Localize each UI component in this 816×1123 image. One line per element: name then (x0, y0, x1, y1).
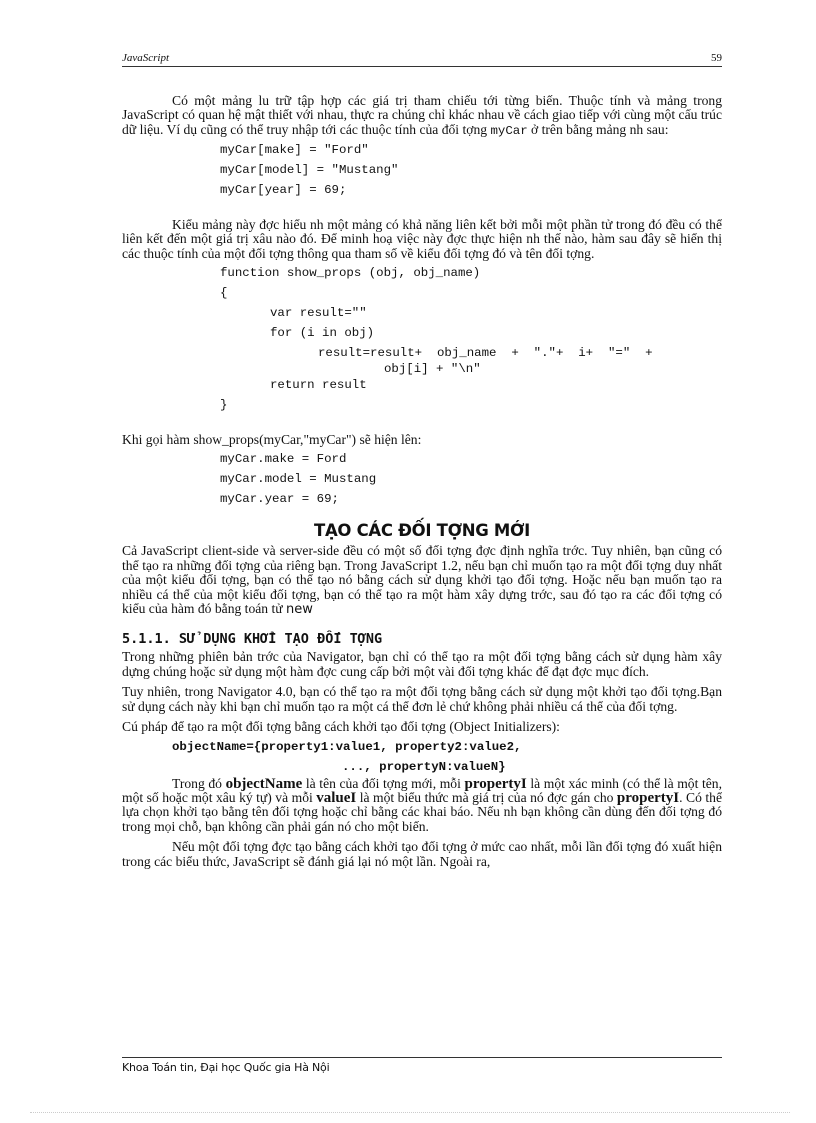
page-header (122, 52, 722, 67)
code-line: { (220, 286, 228, 301)
paragraph-text: Cả JavaScript client-side và server-side đều có một số đối tợng đợc định nghĩa trớc. Tuy nhiên, bạn cũng có thể tạo ra những đối tợng của riêng bạn. Trong JavaScript 1.2, nếu bạn chỉ muốn tạo ra một đối tợng duy nhất của một kiểu đối tợng, bạn có thể tạo nó bằng cách sử dụng khởi tạo đối tợng. Hoặc nếu bạn muốn tạo ra nhiều cá thể của một kiểu đối tợng, bạn có thể tạo ra một hàm xây dựng trớc, sau đó tạo ra các đối tợng có kiểu của hàm đó bằng toán tử (122, 543, 722, 617)
paragraph-3: Khi gọi hàm show_props(myCar,"myCar") sẽ hiện lên: (122, 432, 422, 448)
term: objectName (225, 775, 303, 792)
paragraph-text: là một xác minh (có thể là một tên, một số hoặc một xâu ký tự) và mỗi (122, 775, 722, 805)
paragraph-8 (122, 777, 722, 835)
inline-code: myCar (490, 123, 528, 138)
code-line: for (i in obj) (270, 326, 375, 341)
code-line: myCar.year = 69; (220, 492, 339, 507)
paragraph-text: Trong đó (172, 775, 222, 791)
page-footer: Khoa Toán tin, Đại học Quốc gia Hà Nội (122, 1057, 722, 1074)
paragraph-1 (122, 94, 722, 138)
paragraph-7: Cú pháp để tạo ra một đối tợng bằng cách khởi tạo đối tợng (Object Initializers): (122, 719, 560, 735)
paragraph-2: Kiểu mảng này đợc hiểu nh một mảng có khả năng liên kết bởi mỗi một phần tử trong đó đều có thể liên kết đến một giá trị xâu nào đó. Để minh hoạ việc này đợc thực hiện nh thế nào, hàm sau đây sẽ hiển thị các thuộc tính của một đối tợng thông qua tham số về kiểu đối tợng đó và tên đối tợng. (122, 216, 722, 261)
code-line: myCar.make = Ford (220, 452, 347, 467)
keyword-new: new (286, 602, 313, 618)
paragraph-4 (122, 544, 722, 617)
header-title: JavaScript (122, 52, 170, 64)
code-line: myCar[make] = "Ford" (220, 142, 369, 157)
section-heading: TẠO CÁC ĐỐI TỢNG MỚI (313, 521, 530, 541)
paragraph-6: Tuy nhiên, trong Navigator 4.0, bạn có thể tạo ra một đối tợng bằng cách sử dụng một khởi tạo đối tợng.Bạn sử dụng cách này khi bạn chỉ muốn tạo ra một cá thể đơn lẻ chứ không phải nhiều cá thể của đối tợng. (122, 684, 722, 714)
code-line: return result (270, 378, 367, 393)
code-line: result=result+ obj_name + "."+ i+ "=" + (318, 346, 653, 361)
paragraph-text: ở trên bằng mảng nh sau: (531, 121, 669, 137)
paragraph-text: Có một mảng lu trữ tập hợp các giá trị tham chiếu tới từng biến. Thuộc tính và mảng trong JavaScript có quan hệ mật thiết với nhau, thực ra chúng chỉ khác nhau về cách giao tiếp với cùng một cấu trúc dữ liệu. Ví dụ cũng có thể truy nhập tới các thuộc tính của đối tợng (122, 93, 722, 137)
code-line: objectName={property1:value1, property2:value2, (172, 739, 522, 754)
code-line: myCar[year] = 69; (220, 182, 347, 197)
paragraph-text: là một biểu thức mà giá trị của nó đợc gán cho (359, 789, 614, 805)
code-line: myCar.model = Mustang (220, 472, 377, 487)
code-line: function show_props (obj, obj_name) (220, 266, 481, 281)
code-line: ..., propertyN:valueN} (342, 759, 506, 774)
code-line: obj[i] + "\n" (384, 362, 481, 377)
page-number: 59 (711, 52, 722, 64)
term: propertyI (616, 789, 680, 806)
subsection-heading: 5.1.1. SỬ DỤNG KHỞI TẠO ĐỐI TỢNG (122, 631, 383, 648)
paragraph-text: . Có thể lựa chọn khởi tạo bằng tên đối tợng hoặc chỉ bằng các khai báo. Nếu nh bạn không cần dùng đến đối tợng đó trong mọi chỗ, bạn không cần phải gán nó cho một biến. (122, 789, 722, 834)
code-line: myCar[model] = "Mustang" (220, 162, 399, 177)
paragraph-9: Nếu một đối tợng đợc tạo bằng cách khởi tạo đối tợng ở mức cao nhất, mỗi lần đối tợng đó xuất hiện trong các biểu thức, JavaScript sẽ đánh giá lại nó một lần. Ngoài ra, (122, 839, 722, 869)
code-line: var result="" (270, 306, 367, 321)
term: valueI (316, 789, 357, 806)
page-edge (30, 1112, 790, 1113)
page-content (122, 94, 722, 871)
paragraph-text: là tên của đối tợng mới, mỗi (305, 775, 461, 791)
term: propertyI (464, 775, 527, 792)
paragraph-5: Trong những phiên bản trớc của Navigator, bạn chỉ có thể tạo ra một đối tợng bằng cách sử dụng hàm xây dựng chúng hoặc sử dụng một hàm đợc cung cấp bởi một vài đối tợng khác để đạt đợc mục đích. (122, 649, 722, 679)
code-line: } (220, 398, 228, 413)
